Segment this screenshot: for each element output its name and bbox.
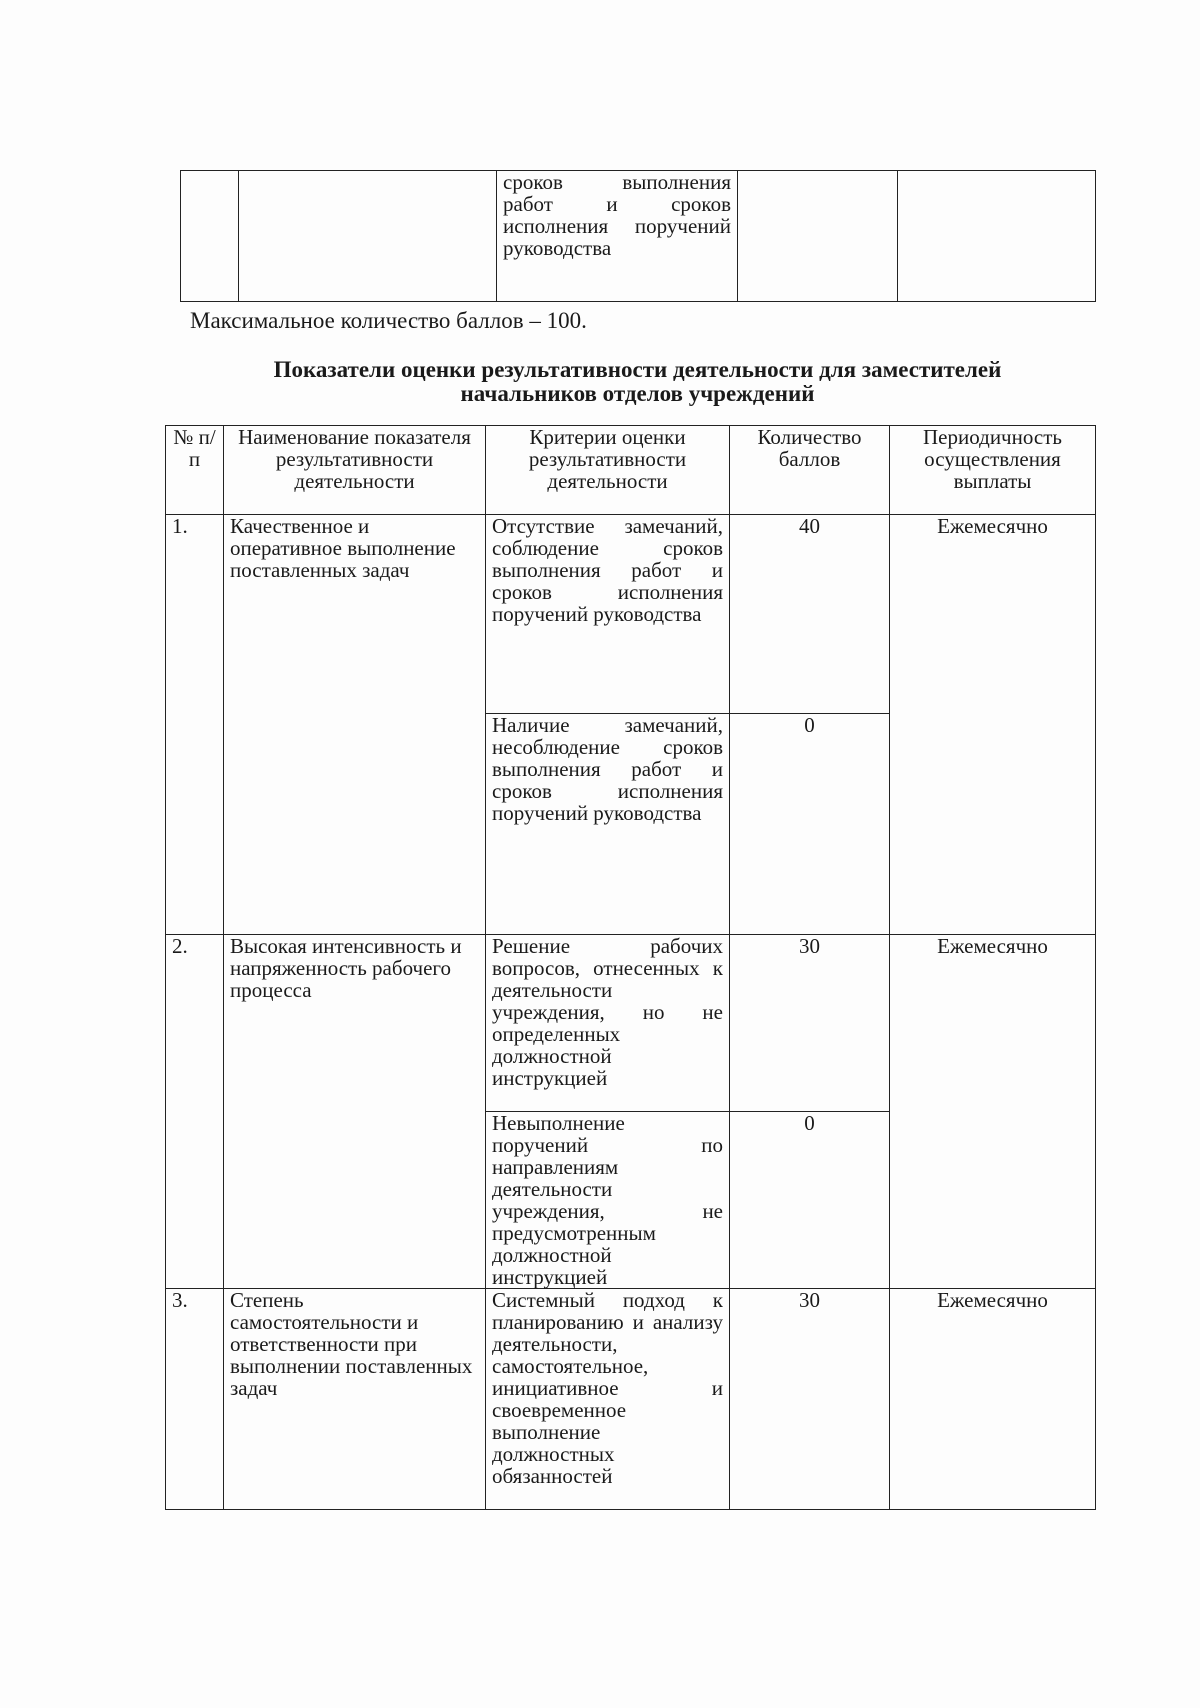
points-cell: 30 [730,935,890,1112]
row-num: 2. [166,935,224,1289]
row-name: Степень самостоятельности и ответственности при выполнении поставленных задач [224,1289,486,1510]
row-num: 1. [166,515,224,935]
points-cell: 0 [730,714,890,935]
criteria-cell: Системный подход к планированию и анализу деятельности, самостоятельное, инициативное и своевременное выполнение должностных обязанностей [486,1289,730,1510]
period-cell: Ежемесячно [890,515,1096,935]
header-name: Наименование показателя результативности деятельности [224,426,486,515]
header-period: Периодичность осуществления выплаты [890,426,1096,515]
table-row [166,515,1096,714]
cont-criteria-cell: сроков выполнения работ и сроков исполнения поручений руководства [497,171,738,302]
cont-period-cell [898,171,1096,302]
row-name: Качественное и оперативное выполнение поставленных задач [224,515,486,935]
continued-table [180,170,1096,302]
max-points-note: Максимальное количество баллов – 100. [190,308,587,333]
title-line-2: начальников отделов учреждений [460,381,815,406]
header-criteria: Критерии оценки результативности деятельности [486,426,730,515]
criteria-cell: Невыполнение поручений по направлениям деятельности учреждения, не предусмотренным должностной инструкцией [486,1112,730,1289]
criteria-cell: Отсутствие замечаний, соблюдение сроков выполнения работ и сроков исполнения поручений руководства [486,515,730,714]
cont-points-cell [738,171,898,302]
indicators-table [165,425,1096,1510]
row-num: 3. [166,1289,224,1510]
criteria-cell: Наличие замечаний, несоблюдение сроков выполнения работ и сроков исполнения поручений руководства [486,714,730,935]
row-name: Высокая интенсивность и напряженность рабочего процесса [224,935,486,1289]
section-title [180,358,1095,406]
points-cell: 30 [730,1289,890,1510]
table-row [166,935,1096,1112]
header-points: Количество баллов [730,426,890,515]
title-line-1: Показатели оценки результативности деятельности для заместителей [273,357,1002,382]
header-num: № п/п [166,426,224,515]
continued-row [181,171,1096,302]
points-cell: 40 [730,515,890,714]
criteria-cell: Решение рабочих вопросов, отнесенных к деятельности учреждения, но не определенных должностной инструкцией [486,935,730,1112]
points-cell: 0 [730,1112,890,1289]
header-row [166,426,1096,515]
table-row [166,1289,1096,1510]
period-cell: Ежемесячно [890,935,1096,1289]
period-cell: Ежемесячно [890,1289,1096,1510]
cont-num-cell [181,171,239,302]
cont-name-cell [239,171,497,302]
